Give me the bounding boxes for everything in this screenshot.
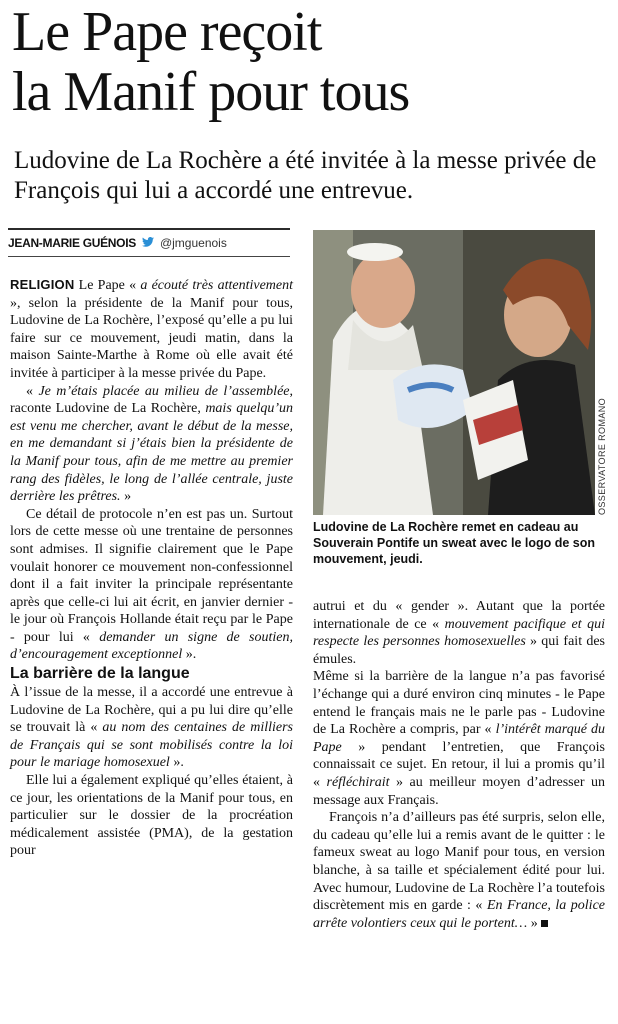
quote-span: l’intérêt marqué du Pape [313,722,605,755]
quote-span: a écouté très attentivement [140,278,294,293]
photo-caption: Ludovine de La Rochère remet en cadeau au Souverain Pontife un sweat avec le logo de son mouvement, jeudi. [313,520,596,566]
paragraph-5: Elle lui a également expliqué qu’elles étaient, à ce jour, les orientations de la Manif pour tous, en particulier sur le dossier de la procréation médicalement assistée (PMA), de la gestation pour [10,773,293,859]
text-span: autrui et du « gender ». Autant que la portée internationale de ce « [313,599,605,632]
paragraph-3 [10,506,293,664]
headline [12,2,608,122]
text-span: ». [169,755,184,771]
text-span: » pendant l’entretien, que François connaissait ce sujet. En retour, il lui a promis qu’il « [313,739,605,790]
text-span: Même si la barrière de la langue n’a pas favorisé l’échange qui a duré environ cinq minutes - le Pape entend le français mais ne le parle pas - Ludovine de La Rochère a compris, par « [313,669,605,738]
author-name: JEAN-MARIE GUÉNOIS [8,236,136,250]
section-heading: La barrière de la langue [10,665,190,683]
subheadline: Ludovine de La Rochère a été invitée à la messe privée de François qui lui a accordé une entrevue. [14,147,597,204]
rubric-label: RELIGION [10,277,75,292]
paragraph-1 [10,276,293,383]
quote-span: mouvement pacifique et qui respecte les personnes homosexuelles [313,616,606,650]
paragraph-8 [313,809,605,932]
headline-line-2: la Manif pour tous [12,61,410,123]
paragraph-4 [10,684,293,772]
byline [8,228,290,257]
quote-span: réfléchirait [326,774,390,790]
photo-credit: OSSERVATORE ROMANO [597,397,607,515]
quote-span: mais quelqu’un est venu me chercher, avant le début de la messe, en me demandant si j’étais bien la présidente de la Manif pour tous, afin de me mettre au premier rang des fidèles, le long de l’allée centrale, juste derrière les prêtres. [10,401,293,505]
text-span: « [26,383,39,399]
text-span: À l’issue de la messe, il a accordé une entrevue à Ludovine de La Rochère, qui a pu lui dire qu’elle se trouvait là « [10,685,293,736]
headline-line-1: Le Pape reçoit [12,1,322,63]
twitter-bird-icon [142,232,154,254]
text-span: » [120,489,132,505]
end-of-article-mark [541,920,548,927]
text-span: Ce détail de protocole n’en est pas un. Surtout lors de cette messe où une trentaine de personnes sont admises. Il signifie clairement que le Pape voulait honorer ce mouvement non-confessionnel dont il a fait inviter la principale représentante après que celle-ci lui ait écrit, en janvier dernier - le jour où François Hollande était reçu par le Pape - pour lui « [10,506,293,645]
text-span: » qui fait des émules. [313,634,605,667]
paragraph-6 [313,598,605,668]
text-span: ». [182,647,197,663]
quote-span: au nom des centaines de milliers de Français qui se sont mobilisés contre la loi pour le mariage homosexuel [10,720,294,771]
text-span: François n’a d’ailleurs pas été surpris, selon elle, du cadeau qu’elle lui a remis avant de le quitter : le fameux sweat au logo Manif pour tous, en version blanche, à sa taille et spécialement édité pour lui. Avec humour, Ludovine de La Rochère l’a toutefois discrètement mis en garde : « [313,810,605,914]
article-column-1 [10,276,293,860]
paragraph-2 [10,383,293,506]
text-span: , raconte Ludovine de La Rochère, [10,383,293,417]
text-span: » au meilleur moyen d’adresser un message aux Français. [313,774,605,808]
quote-span: Je m’étais placée au milieu de l’assemblée [38,383,290,399]
quote-span: demander un signe de soutien, d’encouragement exceptionnel [10,629,293,663]
article-photo [313,230,595,515]
quote-span: En France, la police arrête volontiers ceux qui le portent… [313,898,606,931]
text-span: » [527,915,538,931]
article-column-2 [313,598,605,932]
text-span: Le Pape « [74,278,141,293]
paragraph-7 [313,668,605,809]
text-span: », selon la présidente de la Manif pour tous, Ludovine de La Rochère, l’exposé qu’elle a pu lui faire sur ce mouvement, jeudi matin, dans la maison Sainte-Marthe à Rome où elle avait été invitée à participer à la messe privée du Pape. [10,295,293,381]
twitter-handle: @jmguenois [159,236,227,250]
